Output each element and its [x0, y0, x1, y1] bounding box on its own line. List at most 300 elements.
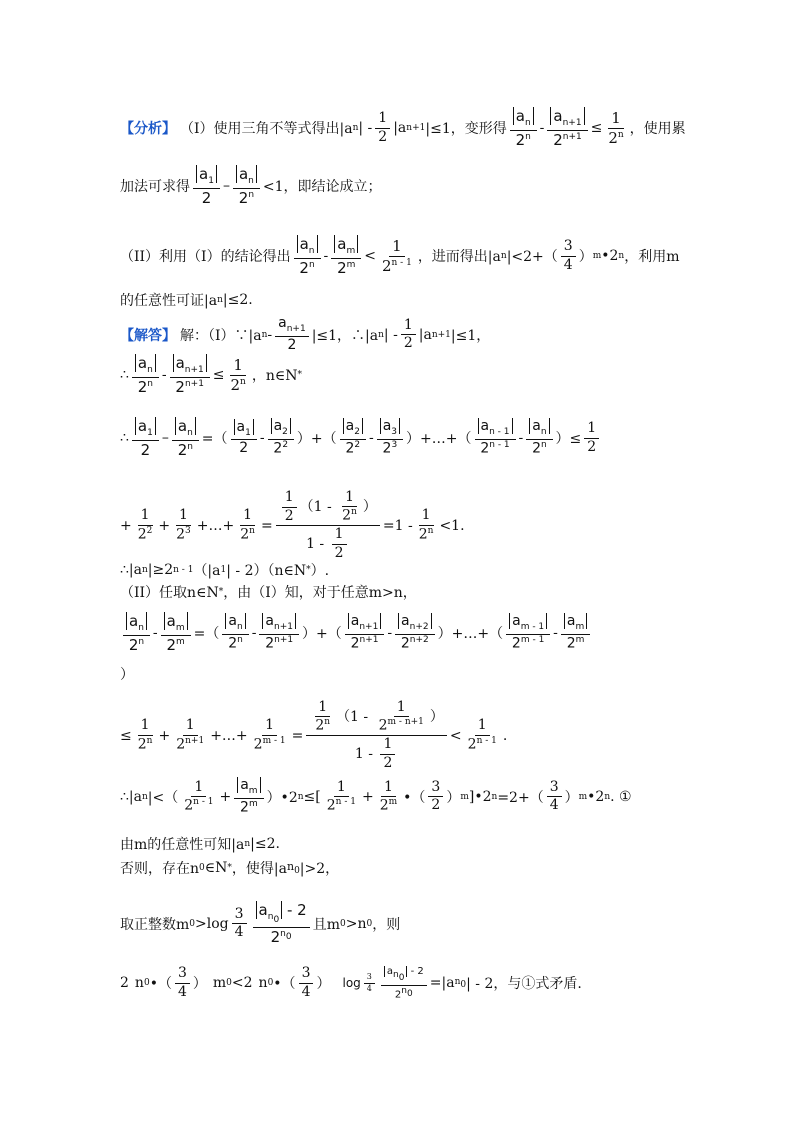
- a: a: [238, 165, 249, 183]
- a: a: [228, 613, 237, 630]
- sub: 0: [189, 918, 196, 929]
- num: 3: [299, 966, 314, 983]
- a: a: [240, 777, 249, 793]
- num: 1: [176, 508, 191, 525]
- text: 1 -: [306, 536, 329, 553]
- text: n: [134, 975, 144, 991]
- sup: m: [248, 798, 258, 809]
- den: 2: [334, 544, 344, 561]
- text: =|a: [429, 975, 455, 991]
- sub: 0: [407, 988, 413, 999]
- fraction: [428, 780, 443, 814]
- den: 4: [301, 983, 311, 1000]
- num: 1: [375, 111, 390, 128]
- fraction: [231, 420, 257, 457]
- fraction: [380, 737, 395, 771]
- text: ≤: [590, 120, 603, 137]
- num: 1: [315, 700, 330, 717]
- num: 1: [608, 110, 624, 129]
- fraction: [584, 421, 599, 455]
- a: a: [199, 165, 209, 183]
- text: ∈N: [204, 860, 228, 876]
- text: <2: [231, 975, 253, 991]
- sub: n: [308, 246, 315, 256]
- answer-line-13: [120, 966, 740, 1000]
- sup: n: [491, 791, 498, 802]
- sub: n: [248, 176, 254, 186]
- sup: n: [187, 441, 193, 452]
- sup: n: [525, 131, 531, 142]
- fraction: [376, 700, 427, 734]
- two: 2: [381, 256, 392, 275]
- num: 3: [547, 780, 562, 797]
- text: >n: [345, 915, 367, 932]
- text: - 2: [407, 966, 424, 977]
- sub: 2: [282, 427, 288, 438]
- answer-line-9: ∴|a n |<（ $\frac{1}{2^{n - 1}}$ + $\frac{a_m}{2^m}$ ）•2 n ≤[ $\frac{1}{2^{n - 1}}$ + $\frac{1}{2^m}$ •（ $\frac{3}{2}$ ） m ]•2 n =2+（ $\frac{3}{4}$ ） m •2 n . ①: [120, 777, 632, 816]
- answer-line-3: ∴ $\frac{a_1}{2}$ – $\frac{a_n}{2^n}$ =（ $\frac{a_1}{2}$ - $\frac{a_2}{2^2}$ ）+（ $\frac{a_2}{2^2}$ - $\frac{a_3}{2^3}$ ）+…+（ $\frac{a_{n - 1}}{2^{n - 1}}$ - $\frac{a_n}{2^n}$ ）≤ $\frac{1}{2}$: [120, 418, 740, 458]
- text: |≤2.: [222, 292, 253, 308]
- sup: n+1: [359, 635, 379, 646]
- text: . ①: [610, 788, 632, 805]
- text: ，由（I）知，对于任意m>n，: [223, 585, 417, 601]
- sup: *: [227, 863, 232, 873]
- text: •2: [601, 248, 619, 265]
- sup: 2: [146, 525, 153, 536]
- sup: n: [147, 378, 154, 389]
- text: ）≤: [555, 431, 582, 448]
- sub: 3: [391, 427, 398, 438]
- sub: n: [286, 859, 295, 873]
- fraction: [173, 718, 207, 752]
- fraction: [282, 490, 297, 524]
- text: ∴|a: [120, 562, 142, 578]
- two: 2: [608, 128, 618, 147]
- num: 3: [175, 966, 190, 983]
- answer-tag: 【解答】: [120, 327, 176, 344]
- num: 1: [380, 737, 395, 754]
- num: 3: [364, 973, 375, 984]
- text: ，进而得出|a: [417, 249, 501, 266]
- sub: n - 1: [489, 427, 510, 438]
- sup: n: [617, 129, 624, 140]
- two: 2: [566, 635, 576, 652]
- sup: n - 1: [335, 797, 356, 808]
- sup: n: [249, 525, 255, 536]
- sup: n: [427, 525, 434, 536]
- two: 2: [379, 797, 389, 814]
- sub: n: [352, 123, 359, 134]
- two: 2: [230, 375, 241, 394]
- num: 1: [230, 357, 246, 376]
- num: 1: [332, 527, 347, 544]
- answer-line-5: [120, 560, 740, 580]
- sub: n: [141, 791, 148, 802]
- text: |a: [393, 120, 407, 137]
- two: 2: [137, 736, 147, 753]
- fraction: [561, 239, 576, 273]
- text: ）.: [310, 563, 330, 579]
- text: （I）使用三角不等式得出|a: [180, 121, 353, 138]
- fraction: [161, 613, 191, 653]
- fraction: [475, 419, 516, 457]
- sub: n+1: [274, 622, 293, 633]
- two: 2: [418, 526, 428, 543]
- den: 2: [378, 128, 388, 145]
- sub: n: [236, 622, 243, 633]
- fraction: [268, 419, 294, 457]
- sup: n+1: [274, 635, 294, 646]
- sub: n: [267, 912, 274, 922]
- fraction: [526, 419, 552, 457]
- num: 1: [138, 718, 153, 735]
- a: a: [177, 417, 188, 435]
- sub: 0: [285, 931, 292, 942]
- sup: n: [324, 717, 331, 728]
- den: 2: [587, 438, 597, 455]
- a: a: [386, 966, 394, 977]
- sub: n: [217, 295, 223, 305]
- sup: n - 1: [391, 257, 412, 268]
- analysis-line-2: 加法可求得 $\frac{a_1}{2}$ – $\frac{a_n}{2^n}$ <1，即结论成立；: [120, 165, 382, 207]
- two: 2: [270, 927, 281, 946]
- a: a: [401, 613, 410, 630]
- a: a: [278, 315, 287, 331]
- text: =（: [201, 431, 228, 448]
- answer-line-8: ≤ $\frac{1}{2^n}$ + $\frac{1}{2^{n+1}}$ +…+ $\frac{1}{2^{m - 1}}$ = $\frac{1}{2^n}$ （1 - $\frac{1}{2^{m - n+1}}$ ） 1 - $\frac{1}{2}$ < $\frac{1}{2^{n - 1}}$ .: [120, 699, 508, 771]
- sup: n - 1: [476, 735, 497, 746]
- text: ∴: [120, 430, 129, 447]
- text: ]•2: [468, 788, 492, 805]
- fraction: [228, 357, 249, 393]
- fraction: [276, 490, 380, 561]
- sup: 3: [185, 525, 191, 536]
- fraction: [510, 108, 537, 148]
- text: 由m的任意性可知|a: [120, 837, 245, 853]
- a: a: [129, 612, 139, 630]
- sup: m: [578, 791, 588, 802]
- sub: n: [500, 251, 507, 262]
- two: 2: [176, 736, 186, 753]
- fraction: [345, 614, 385, 652]
- num: 1: [191, 780, 206, 797]
- two: 2: [128, 635, 139, 654]
- two: 2: [342, 508, 352, 525]
- sup: n: [248, 189, 255, 200]
- num: 1: [401, 318, 416, 335]
- two: 2: [511, 635, 521, 652]
- sub: n: [393, 970, 399, 980]
- sub: n: [524, 118, 531, 128]
- two: 2: [467, 736, 477, 753]
- fraction: [170, 355, 210, 395]
- two: 2: [273, 440, 283, 457]
- fraction: [294, 236, 321, 276]
- den: 2: [284, 507, 294, 524]
- a: a: [273, 418, 283, 435]
- two: 2: [480, 440, 490, 457]
- den: 2: [201, 188, 212, 207]
- text: ）: [120, 667, 134, 683]
- sup: m: [592, 251, 602, 262]
- fraction: [175, 966, 190, 1000]
- fraction: [123, 613, 150, 653]
- text: ，n∈N: [251, 368, 298, 385]
- sub: 1: [245, 427, 251, 438]
- sub: 1: [220, 565, 227, 575]
- fraction: [331, 236, 361, 276]
- text: ≤: [212, 367, 225, 384]
- text: ，利用m: [624, 249, 680, 266]
- num: 1: [334, 780, 349, 797]
- a: a: [265, 613, 275, 630]
- text: |<2+（: [506, 249, 558, 266]
- two: 2: [175, 377, 185, 396]
- text: |≤1，∴|a: [311, 327, 379, 344]
- analysis-line-1: 【分析】 （I）使用三角不等式得出|a n | - $\frac{1}{2}$ |a n+1 |≤1，变形得 $\frac{a_n}{2^n}$ - $\frac{a_{n+1}}{2^{n+1}}$ ≤ $\frac{1}{2^n}$ ，使用累: [120, 107, 686, 149]
- fraction: [275, 316, 309, 353]
- two: 2: [326, 797, 336, 814]
- text: m: [212, 975, 227, 991]
- two: 2: [515, 130, 526, 149]
- fraction: [364, 973, 375, 994]
- text: +…+: [196, 517, 235, 534]
- sub: m: [175, 623, 185, 633]
- text: ，使得|a: [231, 861, 287, 877]
- sub: 0: [294, 866, 300, 877]
- fraction: [312, 700, 333, 734]
- a: a: [345, 418, 355, 435]
- fraction: [324, 780, 359, 814]
- fraction: [561, 614, 590, 652]
- text: ）•2: [266, 789, 298, 806]
- sup: m: [460, 791, 469, 802]
- text: ≤: [120, 727, 132, 744]
- fraction: [547, 108, 587, 148]
- text: - 2: [282, 901, 307, 919]
- fraction: [377, 780, 400, 814]
- sup: n+1: [184, 378, 204, 389]
- two: 2: [532, 440, 541, 457]
- two: 2: [228, 635, 238, 652]
- answer-line-10: [120, 834, 740, 854]
- two: 2: [240, 799, 249, 816]
- sup: n: [297, 791, 304, 802]
- sup: n: [138, 636, 145, 647]
- analysis-line-3: （II）利用（I）的结论得出 $\frac{a_n}{2^n}$ - $\frac{a_m}{2^m}$ < $\frac{1}{2^{n - 1}}$ ，进而得出|a n |<2+（ $\frac{3}{4}$ ） m •2 n ，利用m: [120, 235, 680, 277]
- sub: n+1: [359, 622, 379, 633]
- text: 1 -: [354, 746, 378, 763]
- answer-line-7b: [120, 664, 740, 684]
- a: a: [166, 612, 176, 630]
- num: 1: [282, 490, 297, 507]
- text: +…+: [210, 727, 248, 744]
- num: 1: [394, 700, 409, 717]
- text: ）+（: [296, 431, 337, 448]
- fraction: [233, 166, 260, 206]
- text: |a: [418, 326, 432, 343]
- a: a: [299, 235, 309, 253]
- fraction: [340, 419, 366, 457]
- text: .: [502, 727, 508, 744]
- two: 2: [382, 440, 392, 457]
- text: |≤1，: [450, 327, 491, 344]
- fraction: [547, 780, 562, 814]
- sub: n: [261, 329, 268, 340]
- text: 2: [120, 975, 129, 991]
- text: ）+…+（: [406, 431, 472, 448]
- sub: m: [575, 622, 585, 633]
- text: | -: [383, 326, 398, 343]
- sup: m: [346, 259, 356, 270]
- text: 且m: [312, 916, 340, 933]
- a: a: [515, 107, 525, 125]
- text: •（: [149, 976, 172, 992]
- fraction: [339, 490, 360, 524]
- two: 2: [400, 635, 410, 652]
- fraction: [377, 419, 403, 457]
- den: 4: [549, 797, 559, 814]
- answer-line-4: + $\frac{1}{2^2}$ + $\frac{1}{2^3}$ +…+ $\frac{1}{2^n}$ = $\frac{1}{2}$ （1 - $\frac{1}{2^n}$ ） 1 - $\frac{1}{2}$ =1 - $\frac{1}{2^n}$ <1.: [120, 489, 465, 561]
- sup: m - n+1: [387, 717, 424, 728]
- text: ∴|a: [120, 788, 142, 805]
- sub: 0: [366, 918, 373, 929]
- sub: n: [141, 565, 148, 575]
- text: | - 2，与①式矛盾.: [466, 976, 582, 992]
- fraction: [416, 508, 437, 542]
- text: | -: [358, 120, 373, 137]
- den: 2: [140, 440, 151, 459]
- text: | - 2）（n∈N: [226, 563, 307, 579]
- text: ）: [192, 976, 207, 992]
- analysis-line-4: [120, 290, 740, 310]
- text: ≤[: [303, 788, 321, 805]
- sup: *: [297, 370, 302, 381]
- sup: n - 1: [193, 797, 214, 808]
- num: 1: [342, 490, 357, 507]
- a: a: [532, 418, 541, 435]
- text: （1 -: [299, 499, 337, 516]
- sup: n+1: [562, 131, 582, 142]
- sub: n: [454, 976, 461, 987]
- fraction: [172, 418, 199, 458]
- a: a: [382, 418, 392, 435]
- fraction: [237, 508, 258, 542]
- text: •（: [273, 976, 296, 992]
- two: 2: [184, 797, 194, 814]
- sub: 0: [267, 978, 274, 988]
- fraction: [395, 614, 435, 652]
- sub: n+2: [409, 622, 429, 633]
- sub: m: [346, 246, 356, 256]
- text: |>2，: [299, 861, 340, 877]
- sub: n+1: [184, 365, 204, 375]
- fraction: [375, 111, 390, 145]
- sub: 0: [460, 979, 467, 990]
- den: 2: [239, 440, 249, 457]
- num: 1: [584, 421, 599, 438]
- sup: n: [280, 928, 286, 939]
- fraction: [232, 907, 247, 941]
- two: 2: [345, 440, 355, 457]
- two: 2: [240, 526, 250, 543]
- text: ）+…+（: [437, 626, 504, 643]
- fraction: [401, 318, 416, 352]
- text: >log: [195, 915, 229, 932]
- a: a: [337, 235, 347, 253]
- text: ）: [564, 789, 579, 806]
- answer-line-12: [120, 902, 740, 945]
- fraction: [381, 966, 427, 1000]
- two: 2: [315, 718, 325, 735]
- fraction: [259, 614, 299, 652]
- text: <1.: [439, 517, 465, 534]
- sub: n+1: [431, 329, 451, 340]
- sub: 0: [398, 972, 405, 983]
- sub: n: [378, 329, 384, 340]
- den: 4: [563, 256, 573, 273]
- fraction: [173, 508, 194, 542]
- a: a: [137, 354, 148, 372]
- text: 取正整数m: [120, 916, 190, 933]
- text: =: [291, 727, 304, 744]
- text: |<（: [147, 789, 179, 806]
- fraction: [132, 355, 159, 395]
- fraction: [253, 902, 310, 945]
- text: |≥2: [147, 562, 174, 578]
- sup: 2: [282, 440, 289, 451]
- sup: m - 1: [262, 735, 286, 746]
- fraction: [299, 966, 314, 1000]
- sub: n+1: [406, 123, 426, 134]
- fraction: [605, 110, 626, 146]
- a: a: [553, 107, 563, 125]
- num: 1: [138, 508, 153, 525]
- num: 3: [428, 780, 443, 797]
- fraction: [234, 778, 263, 816]
- answer-line-7: $\frac{a_n}{2^n}$ - $\frac{a_m}{2^m}$ =（ $\frac{a_n}{2^n}$ - $\frac{a_{n+1}}{2^{n+1}}$ ）+（ $\frac{a_{n+1}}{2^{n+1}}$ - $\frac{a_{n+2}}{2^{n+2}}$ ）+…+（ $\frac{a_{m - 1}}{2^{m - 1}}$ - $\frac{a_m}{2^m}$: [120, 613, 740, 653]
- answer-line-6: [120, 582, 740, 602]
- text: ）: [429, 709, 444, 726]
- fraction: [132, 418, 159, 458]
- two: 2: [394, 989, 402, 1001]
- sup: n: [146, 735, 153, 746]
- two: 2: [137, 526, 147, 543]
- sub: n: [187, 428, 193, 438]
- num: 3: [561, 239, 576, 256]
- text: =2+（: [497, 789, 544, 806]
- sub: m - 1: [520, 622, 545, 633]
- sub: n: [147, 365, 153, 375]
- den: 2: [431, 797, 441, 814]
- answer-line-11: [120, 858, 740, 878]
- text: •2: [587, 788, 605, 805]
- fraction: [135, 508, 156, 542]
- text: n: [258, 975, 268, 991]
- text: |≤2.: [250, 836, 280, 852]
- text: ∴: [120, 367, 129, 384]
- text: （|a: [193, 563, 221, 579]
- sub: 0: [143, 978, 150, 988]
- den: 2: [383, 754, 393, 771]
- sup: n+2: [409, 635, 429, 646]
- text: 否则，存在n: [120, 861, 200, 877]
- den: 4: [177, 983, 187, 1000]
- sup: *: [218, 587, 224, 597]
- a: a: [236, 418, 246, 435]
- den: 2: [403, 335, 413, 352]
- text: ，则: [372, 916, 401, 933]
